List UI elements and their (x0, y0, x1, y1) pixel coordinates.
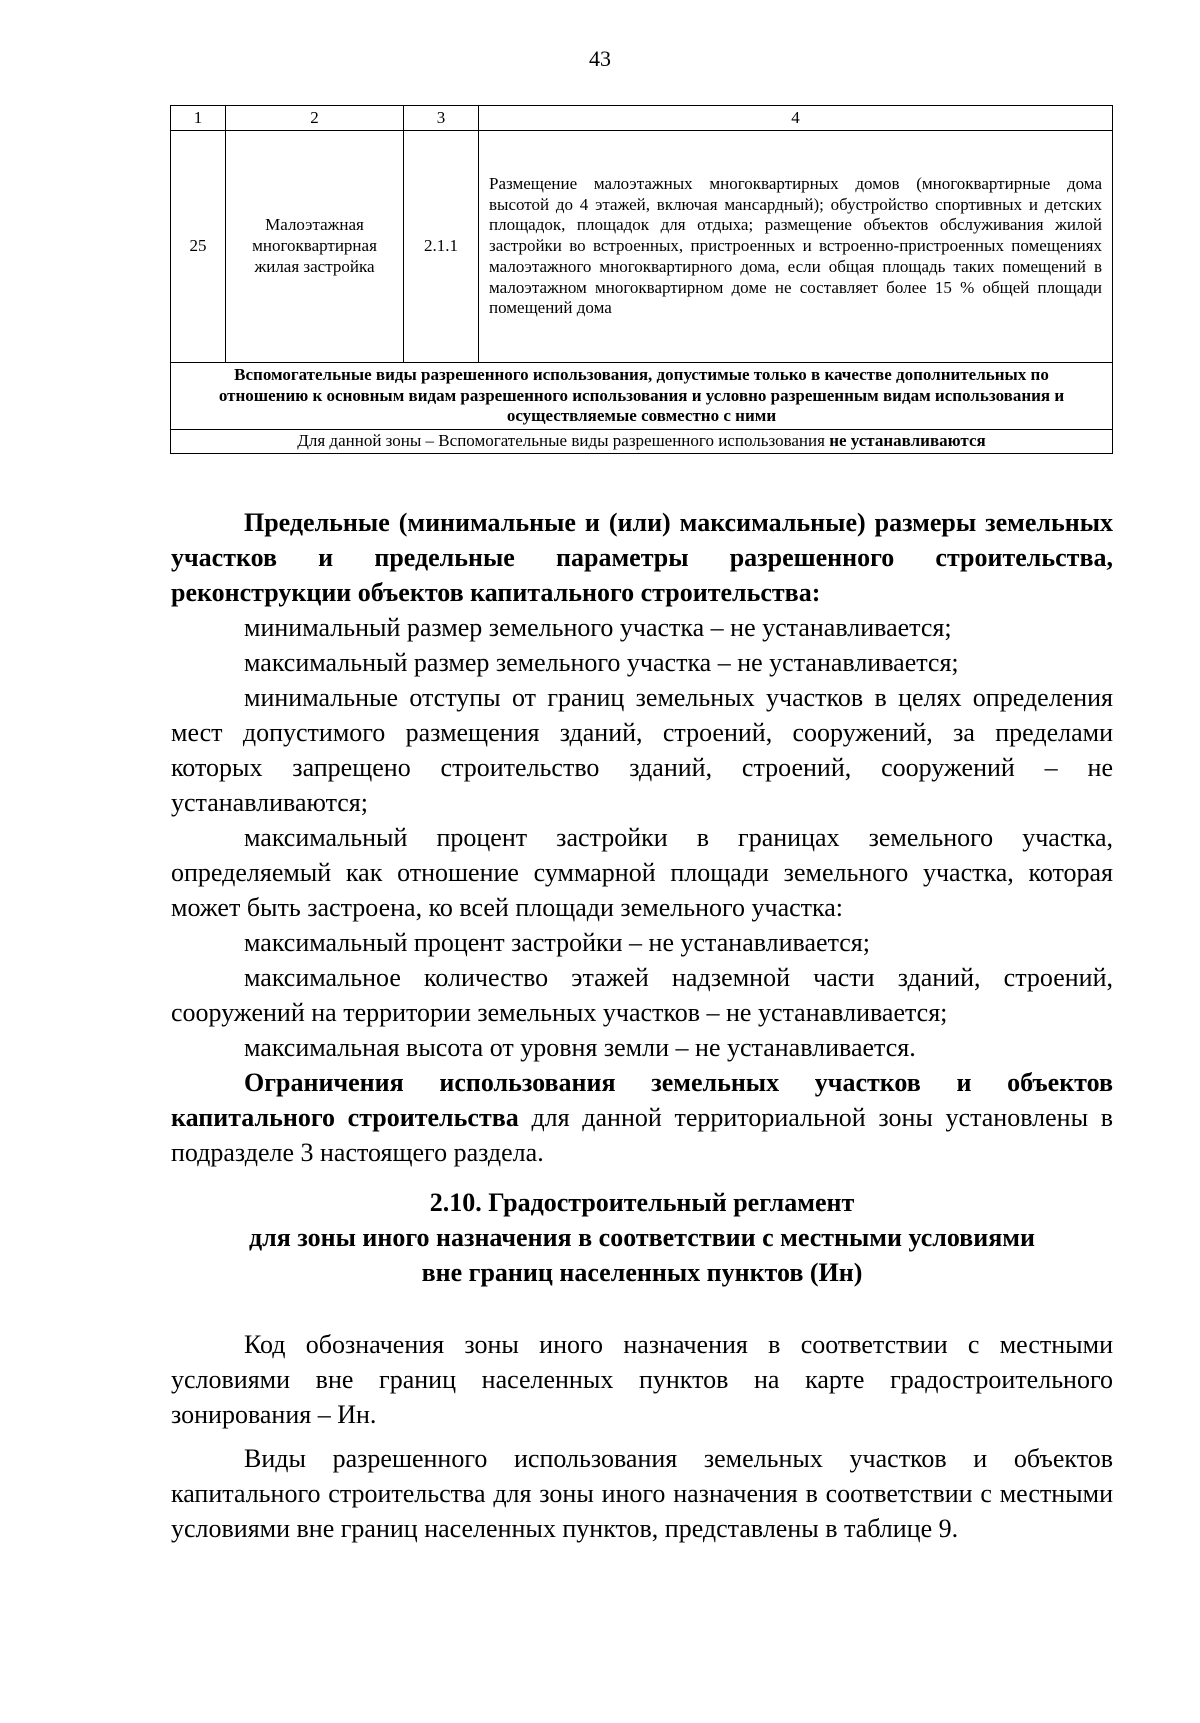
auxiliary-uses-row (171, 363, 1113, 430)
restrictions-rest: для данной территориальной зоны установлены в подразделе 3 настоящего раздела. (171, 1103, 1113, 1167)
section-title (171, 1185, 1113, 1290)
limits-item: максимальное количество этажей надземной части зданий, строений, сооружений на территории земельных участков – не устанавливается; (171, 963, 1113, 1027)
row-use-name: Малоэтажная многоквартирная жилая застройка (226, 131, 404, 363)
limits-item: максимальный процент застройки – не устанавливается; (244, 928, 870, 957)
header-col-3: 3 (404, 106, 479, 131)
header-col-4: 4 (479, 106, 1113, 131)
section-title-line-1: 2.10. Градостроительный регламент (429, 1188, 855, 1217)
section-title-line-3: вне границ населенных пунктов (Ин) (421, 1258, 863, 1287)
section-paragraph-2: Виды разрешенного использования земельных участков и объектов капитального строительства для зоны иного назначения в соответствии с местными условиями вне границ населенных пунктов, представлены в таблице 9. (171, 1444, 1113, 1543)
zone-note-row (171, 430, 1113, 454)
land-use-table (170, 105, 1113, 454)
limits-heading: Предельные (минимальные и (или) максимальные) размеры земельных участков и предельные параметры разрешенного строительства, реконструкции объектов капитального строительства: (171, 508, 1113, 607)
limits-block (171, 505, 1113, 1170)
section-title-line-2: для зоны иного назначения в соответствии с местными условиями (249, 1223, 1035, 1252)
zone-note-bold: не устанавливаются (829, 431, 986, 451)
table-header-row (171, 106, 1113, 131)
page-number: 43 (589, 46, 611, 71)
header-col-2: 2 (226, 106, 404, 131)
row-use-code: 2.1.1 (404, 131, 479, 363)
zone-note (171, 430, 1113, 454)
header-col-1: 1 (171, 106, 226, 131)
row-description-text: Размещение малоэтажных многоквартирных домов (многоквартирные дома высотой до 4 этажей, включая мансардный); обустройство спортивных и детских площадок, площадок для отдыха; размещение объектов обслуживания жилой застройки во встроенных, пристроенных и встроенно-пристроенных помещениях малоэтажного многоквартирного дома, если общая площадь таких помещений в малоэтажном многоквартирном доме не составляет более 15 % общей площади помещений дома (489, 173, 1102, 318)
row-use-description (479, 131, 1113, 363)
limits-item: максимальный процент застройки в границах земельного участка, определяемый как отношение суммарной площади земельного участка, которая может быть застроена, ко всей площади земельного участка: (171, 823, 1113, 922)
zone-note-prefix: Для данной зоны – Вспомогательные виды разрешенного использования (297, 431, 830, 451)
section-paragraphs (171, 1327, 1113, 1546)
restrictions-paragraph (171, 1065, 1113, 1170)
limits-item: максимальный размер земельного участка – не устанавливается; (244, 648, 959, 677)
auxiliary-uses-heading: Вспомогательные виды разрешенного использования, допустимые только в качестве дополнительных по отношению к основным видам разрешенного использования и условно разрешенным видам использования и осуществляемые совместно с ними (171, 363, 1113, 430)
restrictions-bold: Ограничения использования земельных участков и объектов капитального строительства (171, 1068, 1113, 1132)
section-paragraph-1: Код обозначения зоны иного назначения в соответствии с местными условиями вне границ населенных пунктов на карте градостроительного зонирования – Ин. (171, 1330, 1113, 1429)
limits-item: максимальная высота от уровня земли – не устанавливается. (244, 1033, 916, 1062)
limits-item: минимальные отступы от границ земельных участков в целях определения мест допустимого размещения зданий, строений, сооружений, за пределами которых запрещено строительство зданий, строений, сооружений – не устанавливаются; (171, 683, 1113, 817)
limits-item: минимальный размер земельного участка – не устанавливается; (244, 613, 952, 642)
row-number: 25 (171, 131, 226, 363)
table-row (171, 131, 1113, 363)
